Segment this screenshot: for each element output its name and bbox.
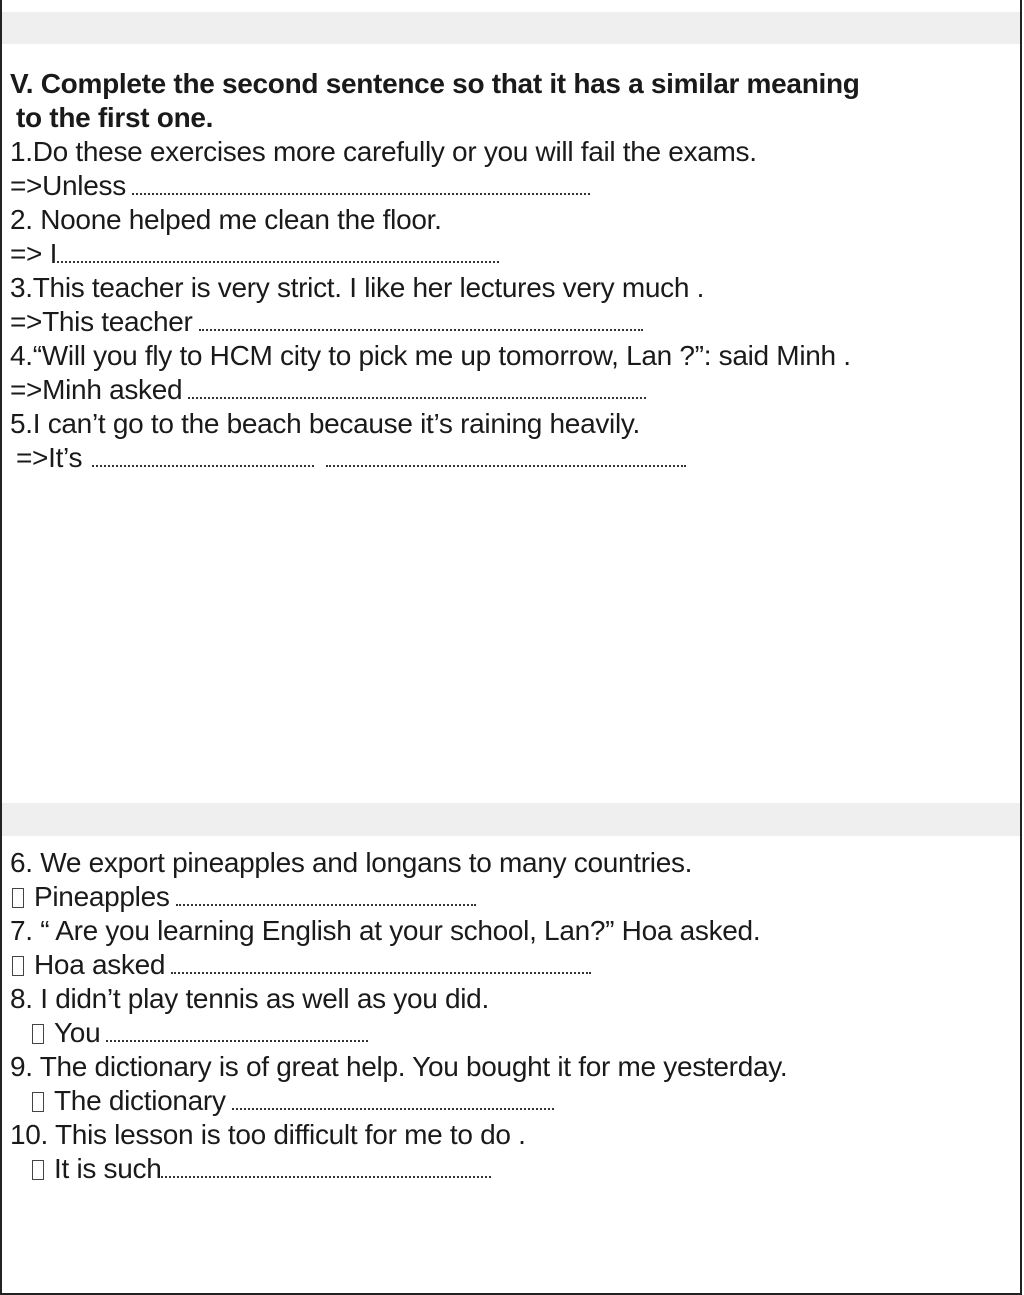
question-7-answer (12, 948, 591, 982)
question-2-answer-start: => I (10, 238, 58, 269)
question-1-answer-start: =>Unless (10, 170, 126, 201)
question-10-answer-start: It is such (54, 1153, 162, 1184)
question-7-prompt: 7. “ Are you learning English at your school, Lan?” Hoa asked. (10, 915, 761, 946)
question-4-prompt: 4.“Will you fly to HCM city to pick me up tomorrow, Lan ?”: said Minh . (10, 340, 851, 371)
answer-blank-4 (188, 393, 646, 399)
question-3-answer (10, 305, 643, 339)
question-8-answer-start: You (54, 1017, 101, 1048)
arrow-glyph-icon (32, 1092, 44, 1112)
question-4-answer-start: =>Minh asked (10, 374, 183, 405)
exercise-heading-line-2: to the first one. (16, 102, 214, 133)
question-6-answer (12, 880, 476, 914)
arrow-glyph-icon (12, 888, 24, 908)
answer-blank-10 (161, 1172, 491, 1178)
question-3-prompt: 3.This teacher is very strict. I like her lectures very much . (10, 272, 705, 303)
question-2-prompt: 2. Noone helped me clean the floor. (10, 204, 442, 235)
question-2-answer (10, 237, 499, 271)
answer-blank-1 (132, 189, 590, 195)
question-1-answer (10, 169, 590, 203)
top-separator-band (2, 12, 1020, 44)
answer-blank-9 (232, 1104, 554, 1110)
arrow-glyph-icon (32, 1024, 44, 1044)
question-9-answer (32, 1084, 554, 1118)
top-margin (2, 0, 1020, 12)
question-6-prompt: 6. We export pineapples and longans to many countries. (10, 847, 693, 878)
question-4-answer (10, 373, 646, 407)
answer-blank-6 (176, 900, 476, 906)
question-9-prompt: 9. The dictionary is of great help. You bought it for me yesterday. (10, 1051, 788, 1082)
question-5-answer (16, 441, 686, 475)
answer-blank-8 (106, 1036, 368, 1042)
question-8-answer (32, 1016, 368, 1050)
answer-blank-2 (57, 257, 499, 263)
question-5-answer-start: =>It’s (16, 442, 83, 473)
question-10-prompt: 10. This lesson is too difficult for me to do . (10, 1119, 526, 1150)
question-1-prompt: 1.Do these exercises more carefully or you will fail the exams. (10, 136, 757, 167)
answer-blank-3 (199, 325, 643, 331)
exercise-heading-line-1: V. Complete the second sentence so that it has a similar meaning (10, 68, 860, 99)
question-8-prompt: 8. I didn’t play tennis as well as you did. (10, 983, 489, 1014)
page-break-band (2, 803, 1020, 836)
question-6-answer-start: Pineapples (34, 881, 170, 912)
answer-blank-5a (92, 461, 314, 467)
question-10-answer (32, 1152, 491, 1186)
arrow-glyph-icon (12, 956, 24, 976)
arrow-glyph-icon (32, 1160, 44, 1180)
answer-blank-7 (171, 968, 591, 974)
question-9-answer-start: The dictionary (54, 1085, 226, 1116)
question-5-prompt: 5.I can’t go to the beach because it’s raining heavily. (10, 408, 640, 439)
question-3-answer-start: =>This teacher (10, 306, 193, 337)
answer-blank-5b (326, 461, 686, 467)
question-7-answer-start: Hoa asked (34, 949, 166, 980)
